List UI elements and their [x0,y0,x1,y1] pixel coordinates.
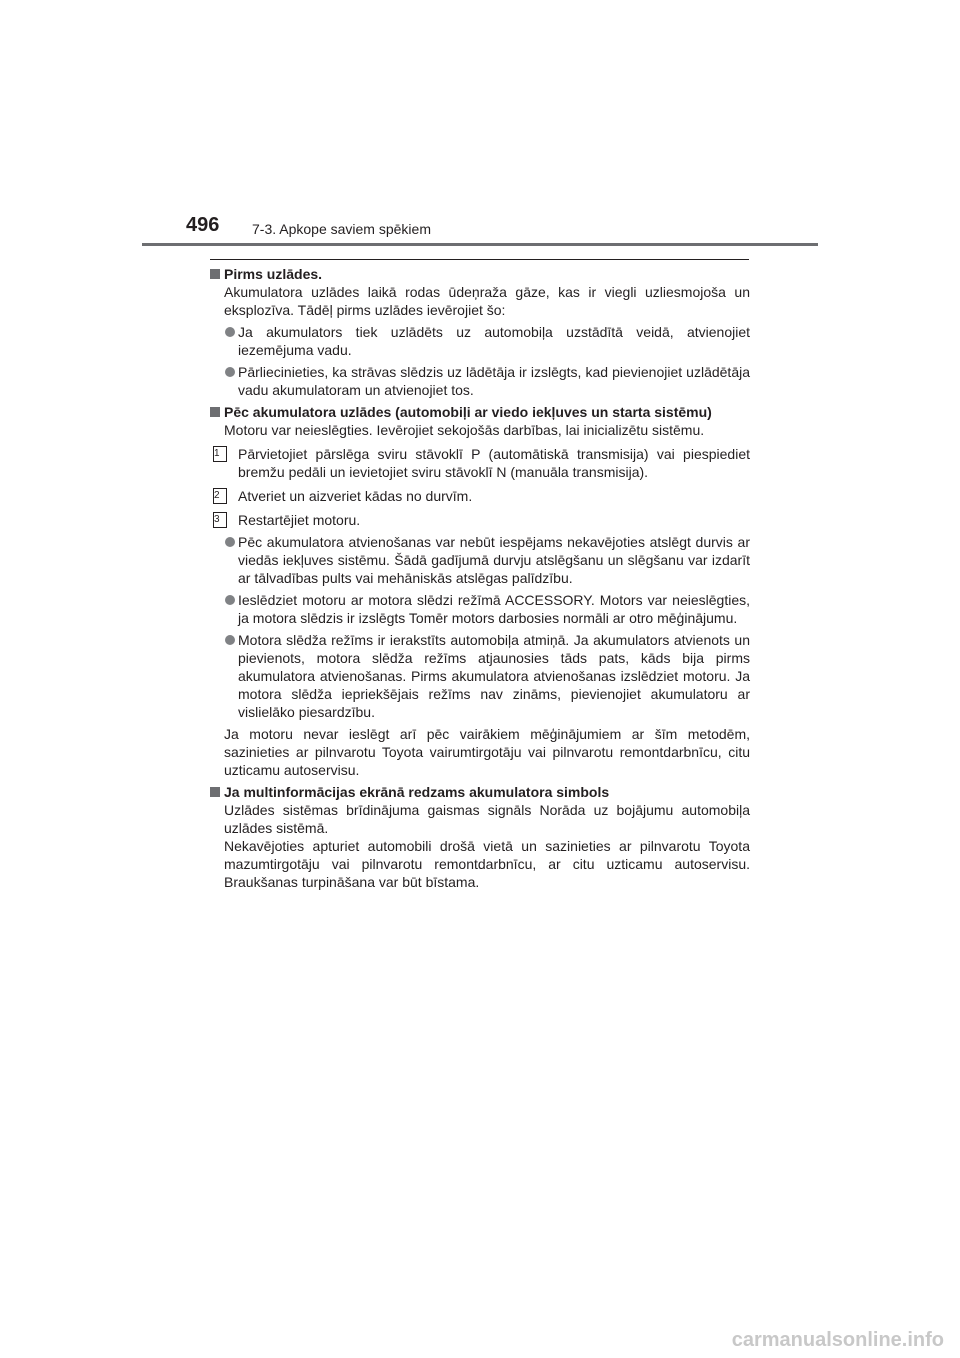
list-item: Motora slēdža režīms ir ierakstīts automobiļa atmiņā. Ja akumulators atvienots un pievienots, motora slēdža režīms atjaunosies tāds pats, kāds bija pirms akumulatora atvienošanas. Pirms akumulatora atvienošanas izslēdziet motoru. Ja motora slēdža iepriekšējais režīms nav zināms, pievienojiet akumulatoru ar vislielāko piesardzību. [210,631,750,721]
circle-bullet-icon [225,595,235,605]
circle-bullet-icon [225,367,235,377]
section-before-charging [210,265,750,399]
circle-bullet-icon [225,635,235,645]
paragraph: Ja motoru nevar ieslēgt arī pēc vairākiem mēģinājumiem ar šīm metodēm, sazinieties ar pilnvarotu Toyota vairumtirgotāju vai pilnvarotu remontdarbnīcu, citu uzticamu autoservisu. [224,726,750,778]
section-heading: Pēc akumulatora uzlādes (automobiļi ar viedo iekļuves un starta sistēmu) [210,403,750,421]
square-bullet-icon [210,787,220,797]
watermark: carmanualsonline.info [731,1329,944,1351]
section-title: 7-3. Apkope saviem spēkiem [252,221,431,237]
page-content [210,265,750,891]
step-item: 2 Atveriet un aizveriet kādas no durvīm. [214,488,473,504]
section-battery-symbol [210,783,750,891]
section-heading: Ja multinformācijas ekrānā redzams akumulatora simbols [210,783,750,801]
step-number-badge: 1 [213,446,227,462]
section-after-charging [210,403,750,779]
circle-bullet-icon [225,537,235,547]
paragraph: Motoru var neieslēgties. Ievērojiet sekojošās darbības, lai inicializētu sistēmu. [224,422,705,438]
list-item: Pēc akumulatora atvienošanas var nebūt iespējams nekavējoties atslēgt durvis ar viedās iekļuves sistēmu. Šādā gadījumā durvju atslēgšanu un slēgšanu var izdarīt ar tālvadības pults vai mehāniskās atslēgas palīdzību. [210,533,750,587]
square-bullet-icon [210,407,220,417]
section-heading: Pirms uzlādes. [210,265,750,283]
header-rule [142,243,818,246]
square-bullet-icon [210,269,220,279]
step-number-badge: 2 [213,488,227,504]
paragraph: Nekavējoties apturiet automobili drošā vietā un sazinieties ar pilnvarotu Toyota mazumtirgotāju vai pilnvarotu remontdarbnīcu, ar citu uzticamu autoservisu. Braukšanas turpināšana var būt bīstama. [224,838,750,890]
step-number-badge: 3 [213,512,227,528]
step-item: 3 Restartējiet motoru. [214,512,361,528]
paragraph: Uzlādes sistēmas brīdinājuma gaismas signāls Norāda uz bojājumu automobiļa uzlādes sistēmā. [224,802,750,836]
page-header [186,214,786,244]
content-rule [210,259,749,260]
list-item: Pārliecinieties, ka strāvas slēdzis uz lādētāja ir izslēgts, kad pievienojiet uzlādētāja vadu akumulatoram un atvienojiet tos. [210,363,750,399]
page-number: 496 [186,214,220,236]
paragraph: Akumulatora uzlādes laikā rodas ūdeņraža gāze, kas ir viegli uzliesmojoša un eksplozīva. Tādēļ pirms uzlādes ievērojiet šo: [224,284,750,318]
circle-bullet-icon [225,327,235,337]
step-item: 1 Pārvietojiet pārslēga sviru stāvoklī P (automātiskā transmisija) vai piespiediet bremžu pedāli un ievietojiet sviru stāvoklī N (manuāla transmisija). [214,446,750,480]
list-item: Ieslēdziet motoru ar motora slēdzi režīmā ACCESSORY. Motors var neieslēgties, ja motora slēdzis ir izslēgts Tomēr motors darbosies normāli ar otro mēģinājumu. [210,591,750,627]
list-item: Ja akumulators tiek uzlādēts uz automobiļa uzstādītā veidā, atvienojiet iezemējuma vadu. [210,323,750,359]
